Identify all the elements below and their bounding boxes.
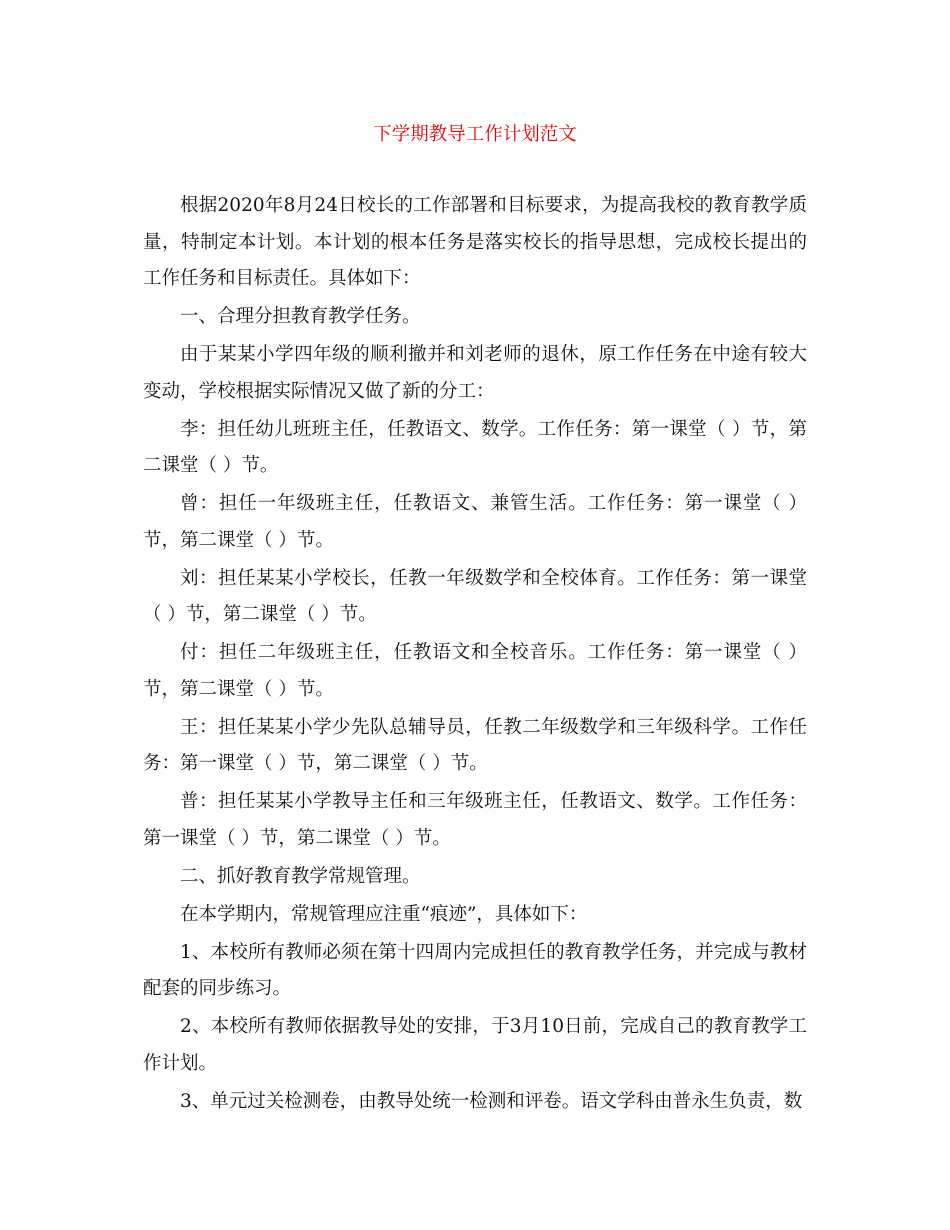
paragraph-division: 由于某某小学四年级的顺利撤并和刘老师的退休，原工作任务在中途有较大变动，学校根据实际情况又做了新的分工： — [143, 344, 807, 402]
paragraph-teacher-li: 李：担任幼儿班班主任，任教语文、数学。工作任务：第一课堂（ ）节，第二课堂（ ）节。 — [143, 418, 807, 476]
list-item-1: 1、本校所有教师必须在第十四周内完成担任的教育教学任务，并完成与教材配套的同步练习。 — [143, 941, 807, 999]
paragraph-teacher-fu: 付：担任二年级班主任，任教语文和全校音乐。工作任务：第一课堂（ ）节，第二课堂（ ）节。 — [143, 642, 807, 700]
paragraph-teacher-liu: 刘：担任某某小学校长，任教一年级数学和全校体育。工作任务：第一课堂（ ）节，第二课堂（ ）节。 — [143, 567, 807, 625]
paragraph-routine: 在本学期内，常规管理应注重“痕迹”，具体如下： — [180, 903, 588, 925]
document-title: 下学期教导工作计划范文 — [373, 124, 577, 145]
section-heading-1: 一、合理分担教育教学任务。 — [180, 306, 421, 327]
list-item-2: 2、本校所有教师依据教导处的安排，于3月10日前，完成自己的教育教学工作计划。 — [143, 1016, 807, 1074]
paragraph-intro: 根据2020年8月24日校长的工作部署和目标要求，为提高我校的教育教学质量，特制定本计划。本计划的根本任务是落实校长的指导思想，完成校长提出的工作任务和目标责任。具体如下： — [143, 195, 807, 289]
list-item-3: 3、单元过关检测卷，由教导处统一检测和评卷。语文学科由普永生负责，数 — [180, 1090, 803, 1112]
paragraph-teacher-wang: 王：担任某某小学少先队总辅导员，任教二年级数学和三年级科学。工作任务：第一课堂（ ）节，第二课堂（ ）节。 — [143, 716, 807, 774]
paragraph-teacher-pu: 普：担任某某小学教导主任和三年级班主任，任教语文、数学。工作任务：第一课堂（ ）节，第二课堂（ ）节。 — [143, 791, 807, 849]
document-body — [143, 188, 807, 1122]
section-heading-2: 二、抓好教育教学常规管理。 — [180, 865, 421, 887]
paragraph-teacher-zeng: 曾：担任一年级班主任，任教语文、兼管生活。工作任务：第一课堂（ ）节，第二课堂（ ）节。 — [143, 493, 807, 551]
